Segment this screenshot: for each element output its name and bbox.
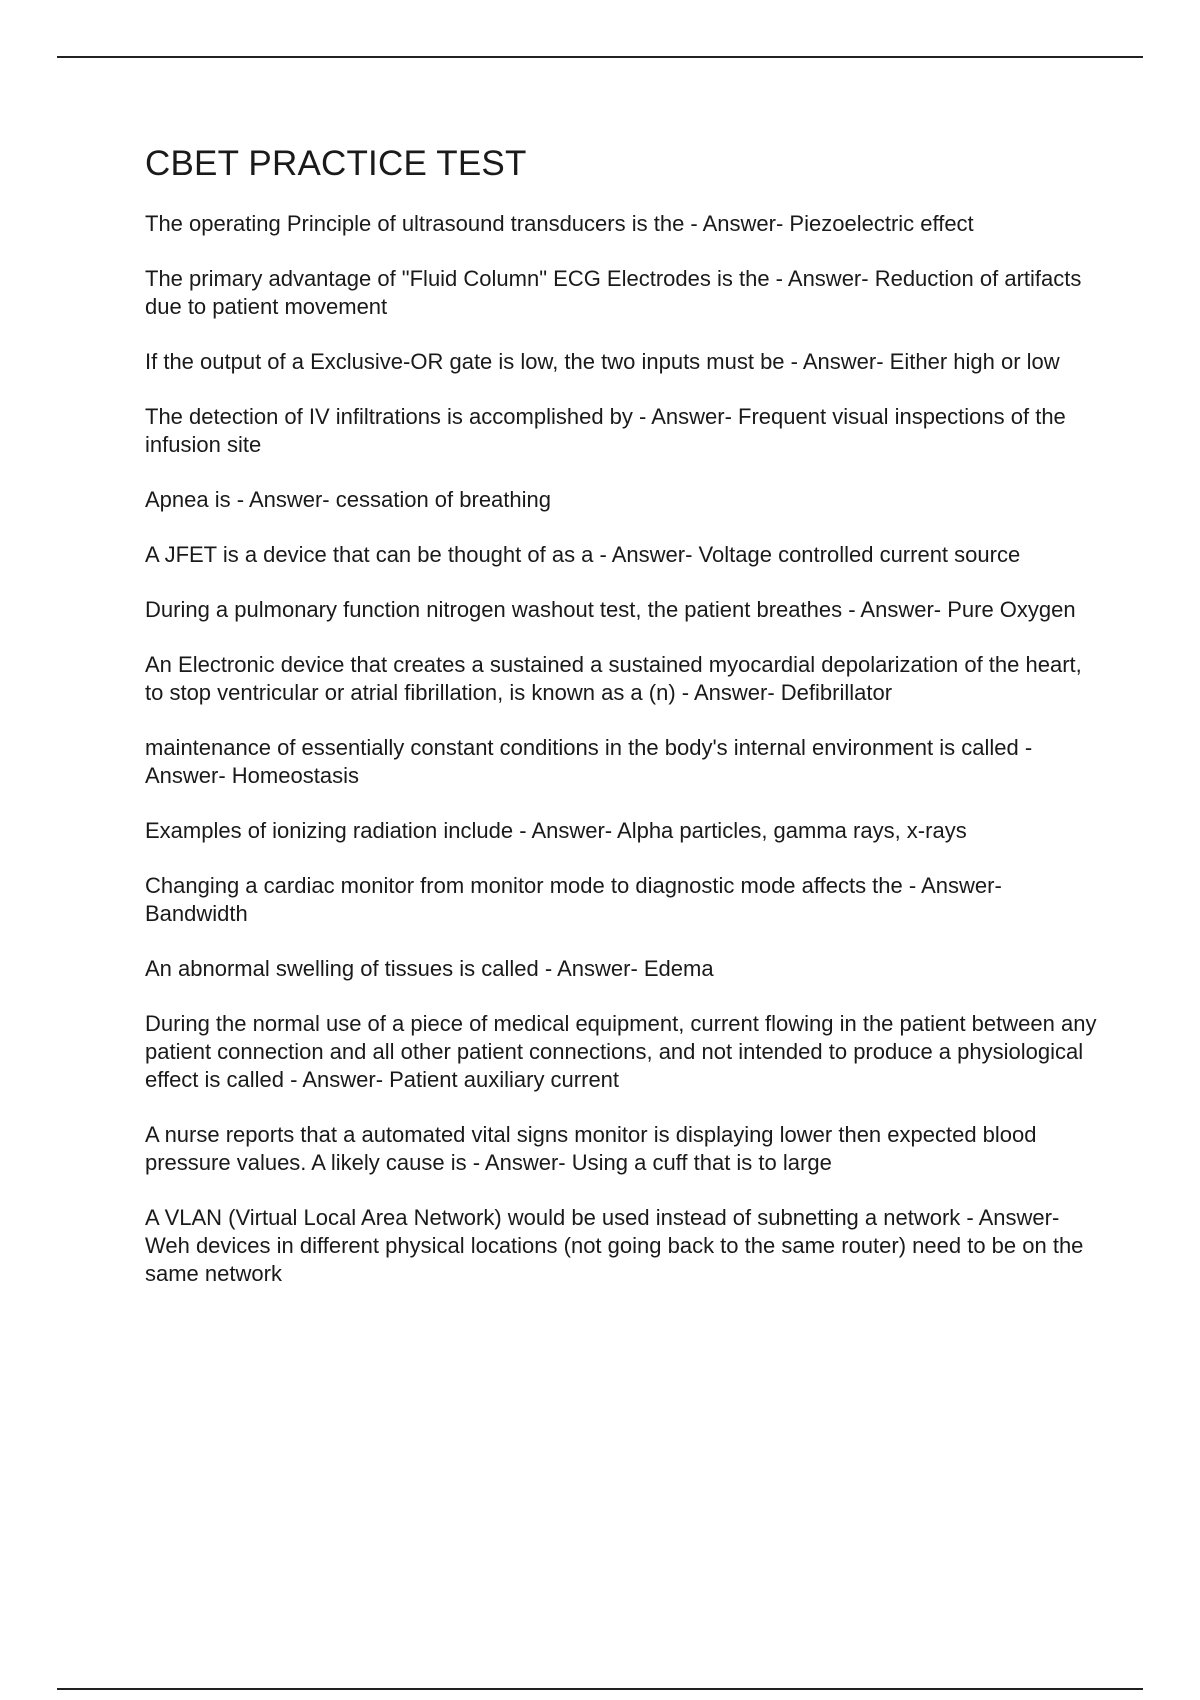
qa-item: An abnormal swelling of tissues is called - Answer- Edema: [145, 956, 714, 981]
qa-item: Apnea is - Answer- cessation of breathing: [145, 487, 552, 512]
qa-item: maintenance of essentially constant conditions in the body's internal environment is called - Answer- Homeostasis: [145, 735, 1033, 788]
qa-item: During a pulmonary function nitrogen washout test, the patient breathes - Answer- Pure Oxygen: [145, 597, 1076, 622]
qa-item: An Electronic device that creates a sustained a sustained myocardial depolarization of the heart, to stop ventricular or atrial fibrillation, is known as a (n) - Answer- Defibrillator: [145, 652, 1082, 705]
top-rule: [57, 56, 1143, 58]
qa-item: A VLAN (Virtual Local Area Network) would be used instead of subnetting a network - Answer- Weh devices in different physical locations (not going back to the same router) need to be on the same network: [145, 1205, 1084, 1286]
page-title: CBET PRACTICE TEST: [145, 144, 527, 183]
qa-item: The primary advantage of "Fluid Column" ECG Electrodes is the - Answer- Reduction of artifacts due to patient movement: [145, 266, 1082, 319]
qa-item: A nurse reports that a automated vital signs monitor is displaying lower then expected blood pressure values. A likely cause is - Answer- Using a cuff that is to large: [145, 1122, 1037, 1175]
qa-list: [145, 210, 1100, 1288]
qa-item: If the output of a Exclusive-OR gate is low, the two inputs must be - Answer- Either high or low: [145, 349, 1060, 374]
qa-item: During the normal use of a piece of medical equipment, current flowing in the patient between any patient connection and all other patient connections, and not intended to produce a physiological effect is called - Answer- Patient auxiliary current: [145, 1011, 1097, 1092]
qa-item: The detection of IV infiltrations is accomplished by - Answer- Frequent visual inspections of the infusion site: [145, 404, 1066, 457]
document-body: [145, 140, 1100, 1315]
qa-item: The operating Principle of ultrasound transducers is the - Answer- Piezoelectric effect: [145, 211, 974, 236]
qa-item: Examples of ionizing radiation include - Answer- Alpha particles, gamma rays, x-rays: [145, 818, 967, 843]
bottom-rule: [57, 1688, 1143, 1690]
qa-item: A JFET is a device that can be thought of as a - Answer- Voltage controlled current source: [145, 542, 1021, 567]
qa-item: Changing a cardiac monitor from monitor mode to diagnostic mode affects the - Answer- Bandwidth: [145, 873, 1002, 926]
